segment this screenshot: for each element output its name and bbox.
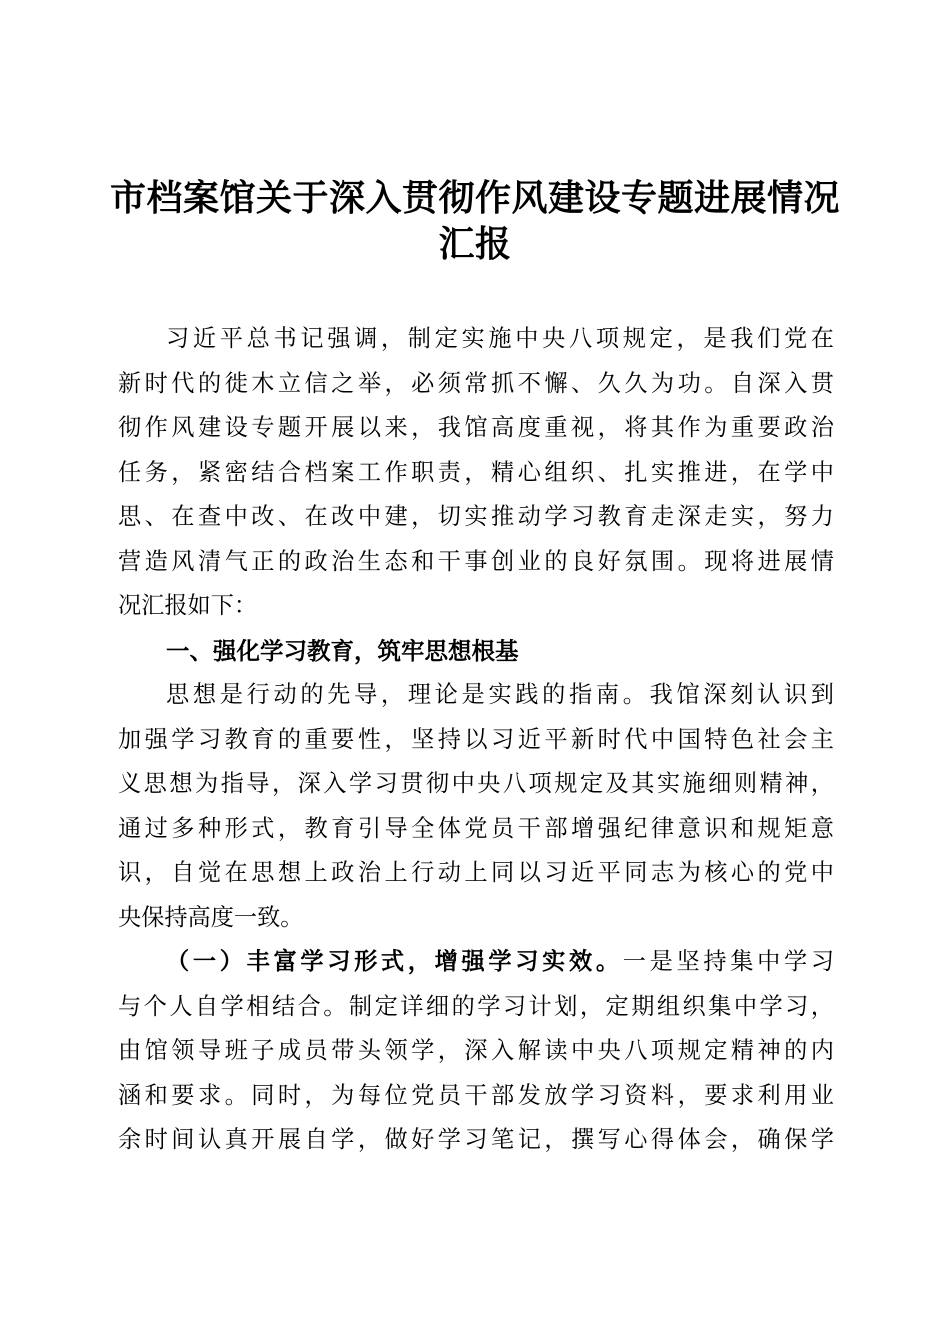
intro-line-4: 任务，紧密结合档案工作职责，精心组织、扎实推进，在学中 (118, 459, 834, 486)
section1-line-3: 义思想为指导，深入学习贯彻中央八项规定及其实施细则精神， (118, 770, 834, 797)
subsection1-line-4: 涵和要求。同时，为每位党员干部发放学习资料，要求利用业 (118, 1082, 834, 1109)
subsection1-line-2: 与个人自学相结合。制定详细的学习计划，定期组织集中学习， (118, 993, 834, 1020)
intro-line-7: 况汇报如下： (118, 592, 258, 619)
section-heading-1: 一、强化学习教育，筑牢思想根基 (166, 637, 519, 665)
section1-line-5: 识，自觉在思想上政治上行动上同以习近平同志为核心的党中 (118, 859, 834, 886)
section1-line-1: 思想是行动的先导，理论是实践的指南。我馆深刻认识到 (166, 681, 834, 708)
document-title-line-1: 市档案馆关于深入贯彻作风建设专题进展情况 (110, 177, 841, 219)
intro-line-3: 彻作风建设专题开展以来，我馆高度重视，将其作为重要政治 (118, 414, 834, 441)
section1-line-6: 央保持高度一致。 (118, 904, 304, 931)
section1-line-2: 加强学习教育的重要性，坚持以习近平新时代中国特色社会主 (118, 726, 834, 753)
document-title-line-2: 汇报 (438, 223, 512, 265)
subsection-heading-1: （一）丰富学习形式，增强学习实效。 (166, 948, 623, 975)
section1-line-4: 通过多种形式，教育引导全体党员干部增强纪律意识和规矩意 (118, 815, 834, 842)
intro-line-5: 思、在查中改、在改中建，切实推动学习教育走深走实，努力 (118, 503, 834, 530)
subsection1-line-3: 由馆领导班子成员带头领学，深入解读中央八项规定精神的内 (118, 1037, 834, 1064)
intro-line-6: 营造风清气正的政治生态和干事创业的良好氛围。现将进展情 (118, 548, 834, 575)
subsection1-line-5: 余时间认真开展自学，做好学习笔记，撰写心得体会，确保学 (118, 1126, 834, 1153)
intro-line-1: 习近平总书记强调，制定实施中央八项规定，是我们党在 (166, 325, 834, 352)
subsection1-line-1 (118, 940, 834, 985)
subsection1-line-1-text: 一是坚持集中学习 (622, 948, 834, 975)
intro-line-2: 新时代的徙木立信之举，必须常抓不懈、久久为功。自深入贯 (118, 370, 834, 397)
